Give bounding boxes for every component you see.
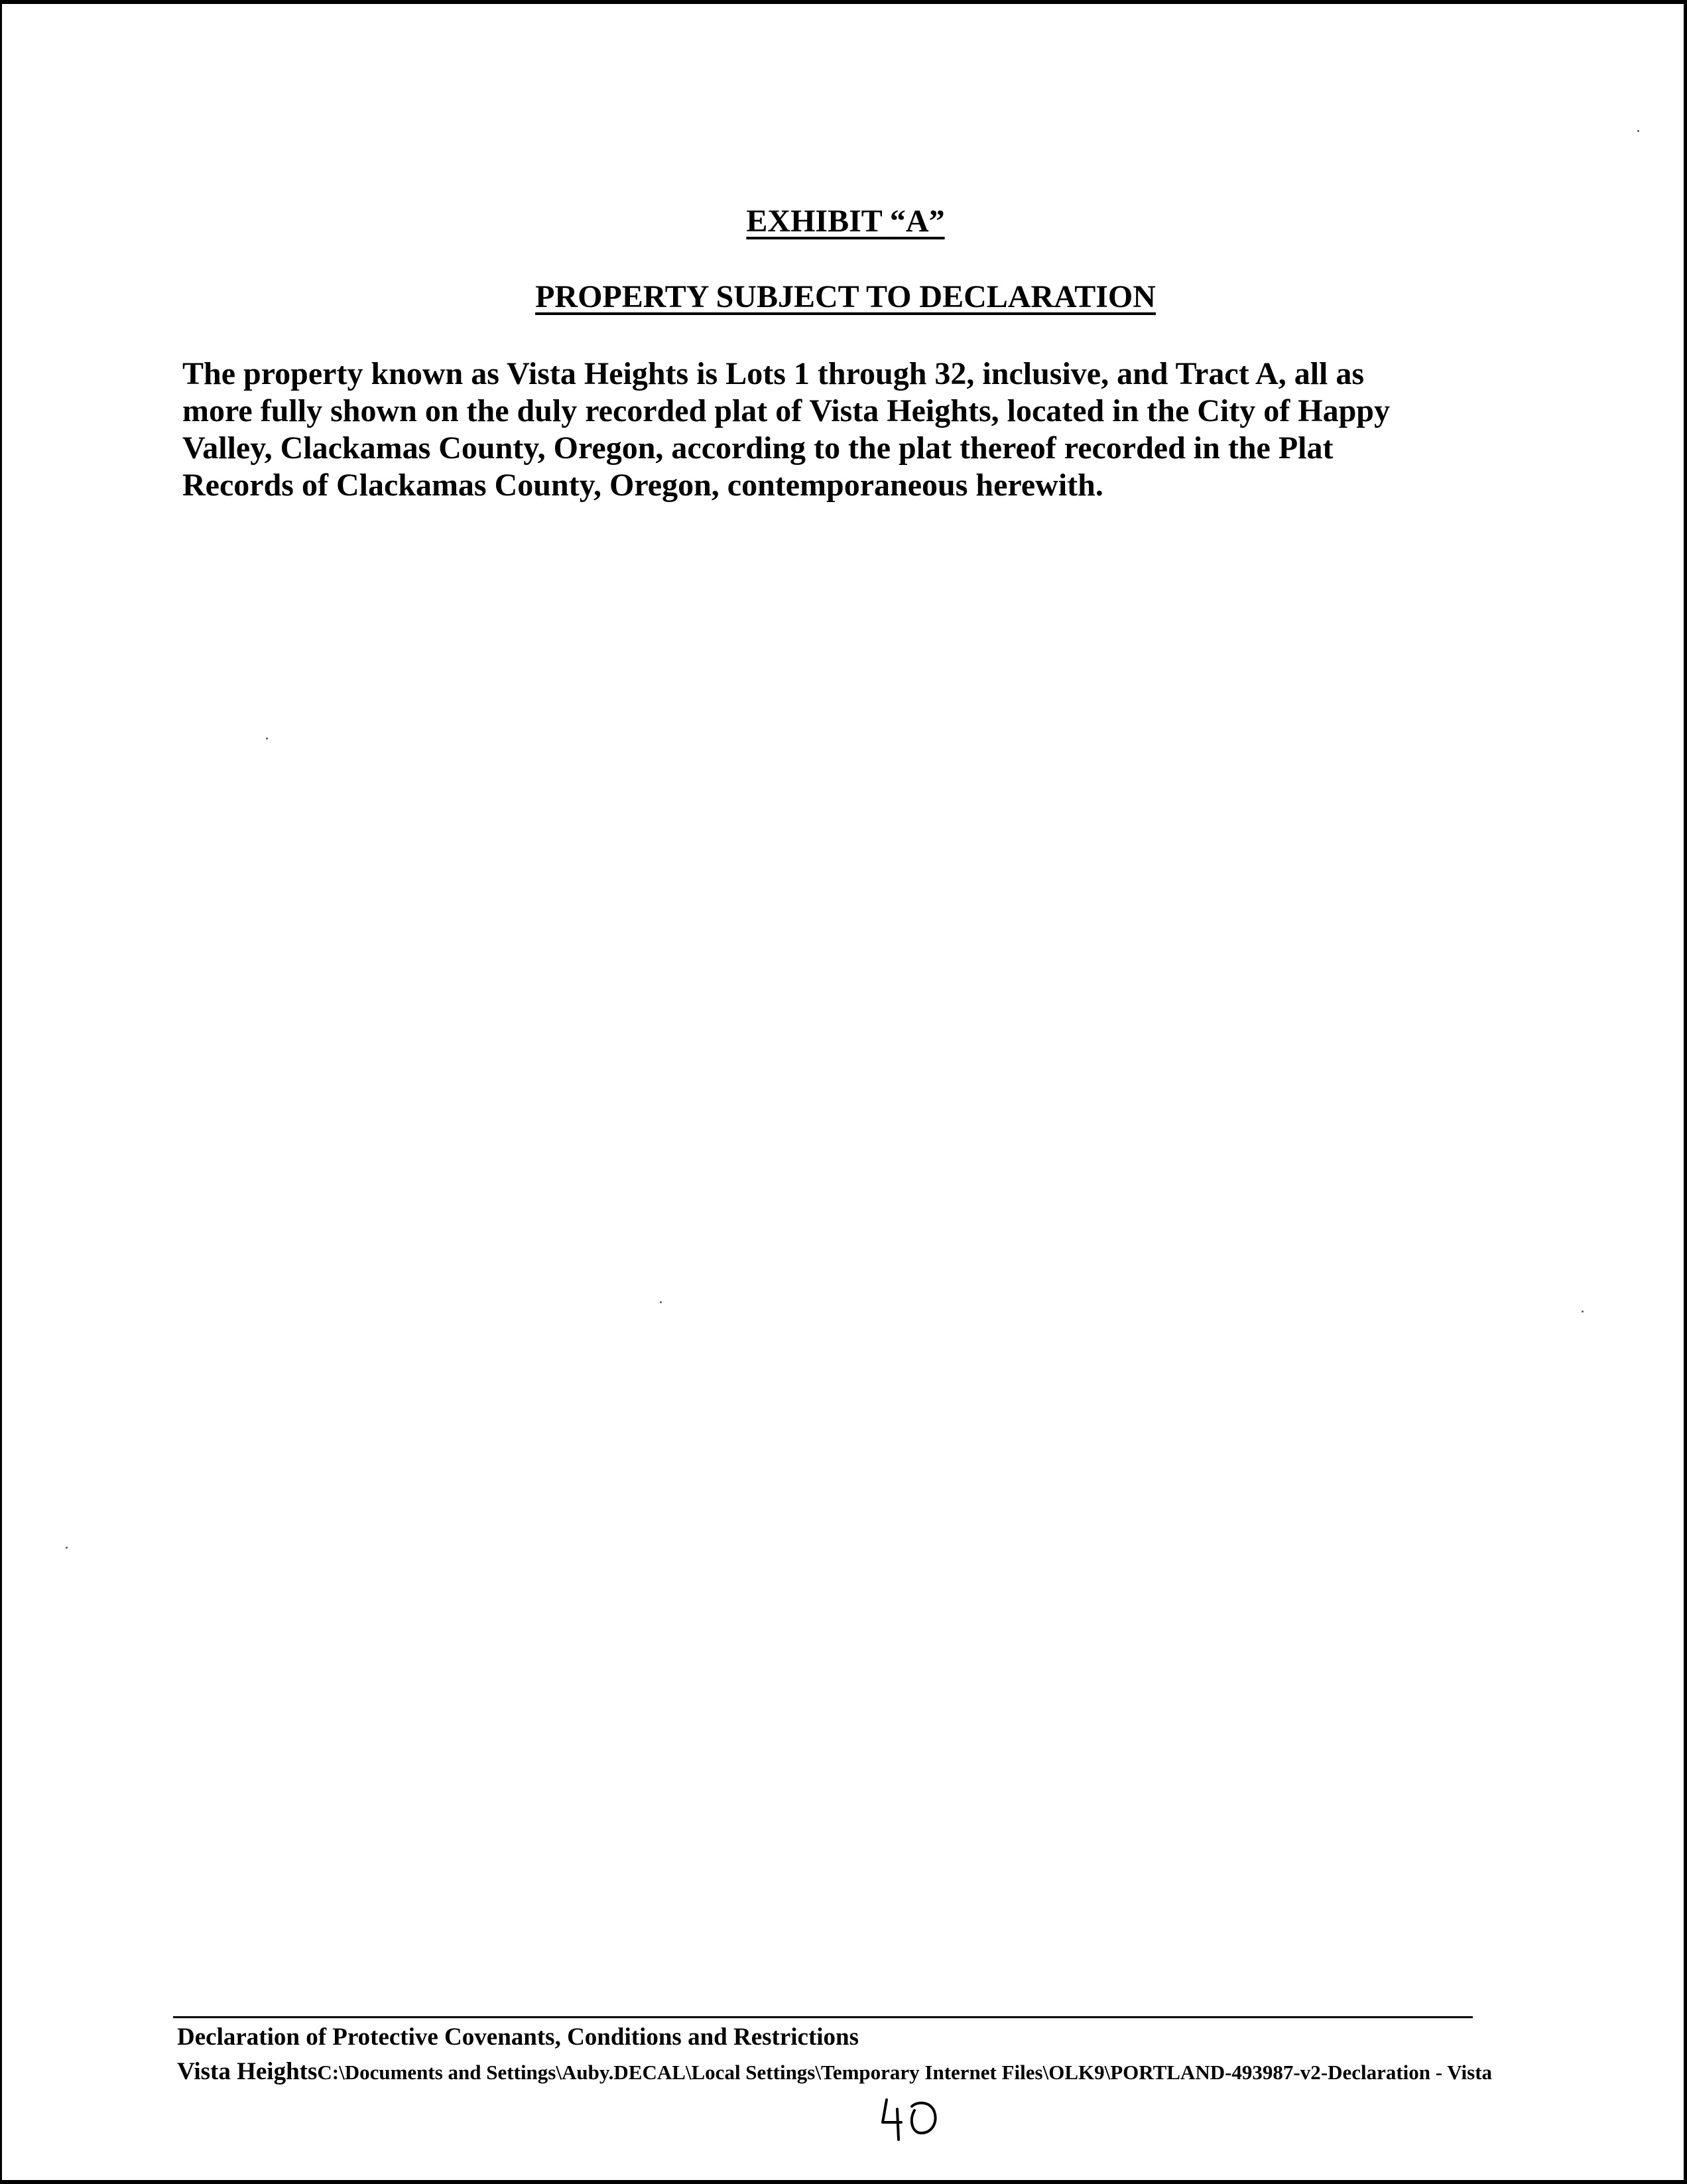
scan-speck: [66, 1547, 68, 1549]
description-line: Valley, Clackamas County, Oregon, according to the plat thereof recorded in the Plat: [182, 430, 1334, 466]
property-description: [182, 355, 1509, 504]
handwritten-page-number: [877, 2093, 944, 2146]
footer-project-name: Vista Heights: [177, 2058, 318, 2085]
exhibit-title: EXHIBIT “A”: [746, 204, 945, 239]
footer-file-path: [177, 2057, 1492, 2086]
scan-speck: [660, 1301, 662, 1303]
description-line: Records of Clackamas County, Oregon, contemporaneous herewith.: [182, 468, 1103, 503]
description-line: The property known as Vista Heights is Lots 1 through 32, inclusive, and Tract A, all as: [182, 356, 1365, 391]
footer-divider: [173, 2016, 1473, 2018]
footer-path-text: C:\Documents and Settings\Auby.DECAL\Local Settings\Temporary Internet Files\OLK9\PORTLAND-493987-v2-Declaration - Vista: [317, 2061, 1493, 2084]
exhibit-subtitle: PROPERTY SUBJECT TO DECLARATION: [535, 279, 1156, 314]
scan-speck: [266, 738, 268, 739]
footer-document-title: Declaration of Protective Covenants, Conditions and Restrictions: [177, 2023, 859, 2051]
scan-speck: [1637, 130, 1639, 132]
scan-speck: [1582, 1311, 1584, 1313]
description-line: more fully shown on the duly recorded plat of Vista Heights, located in the City of Happy: [182, 393, 1390, 428]
